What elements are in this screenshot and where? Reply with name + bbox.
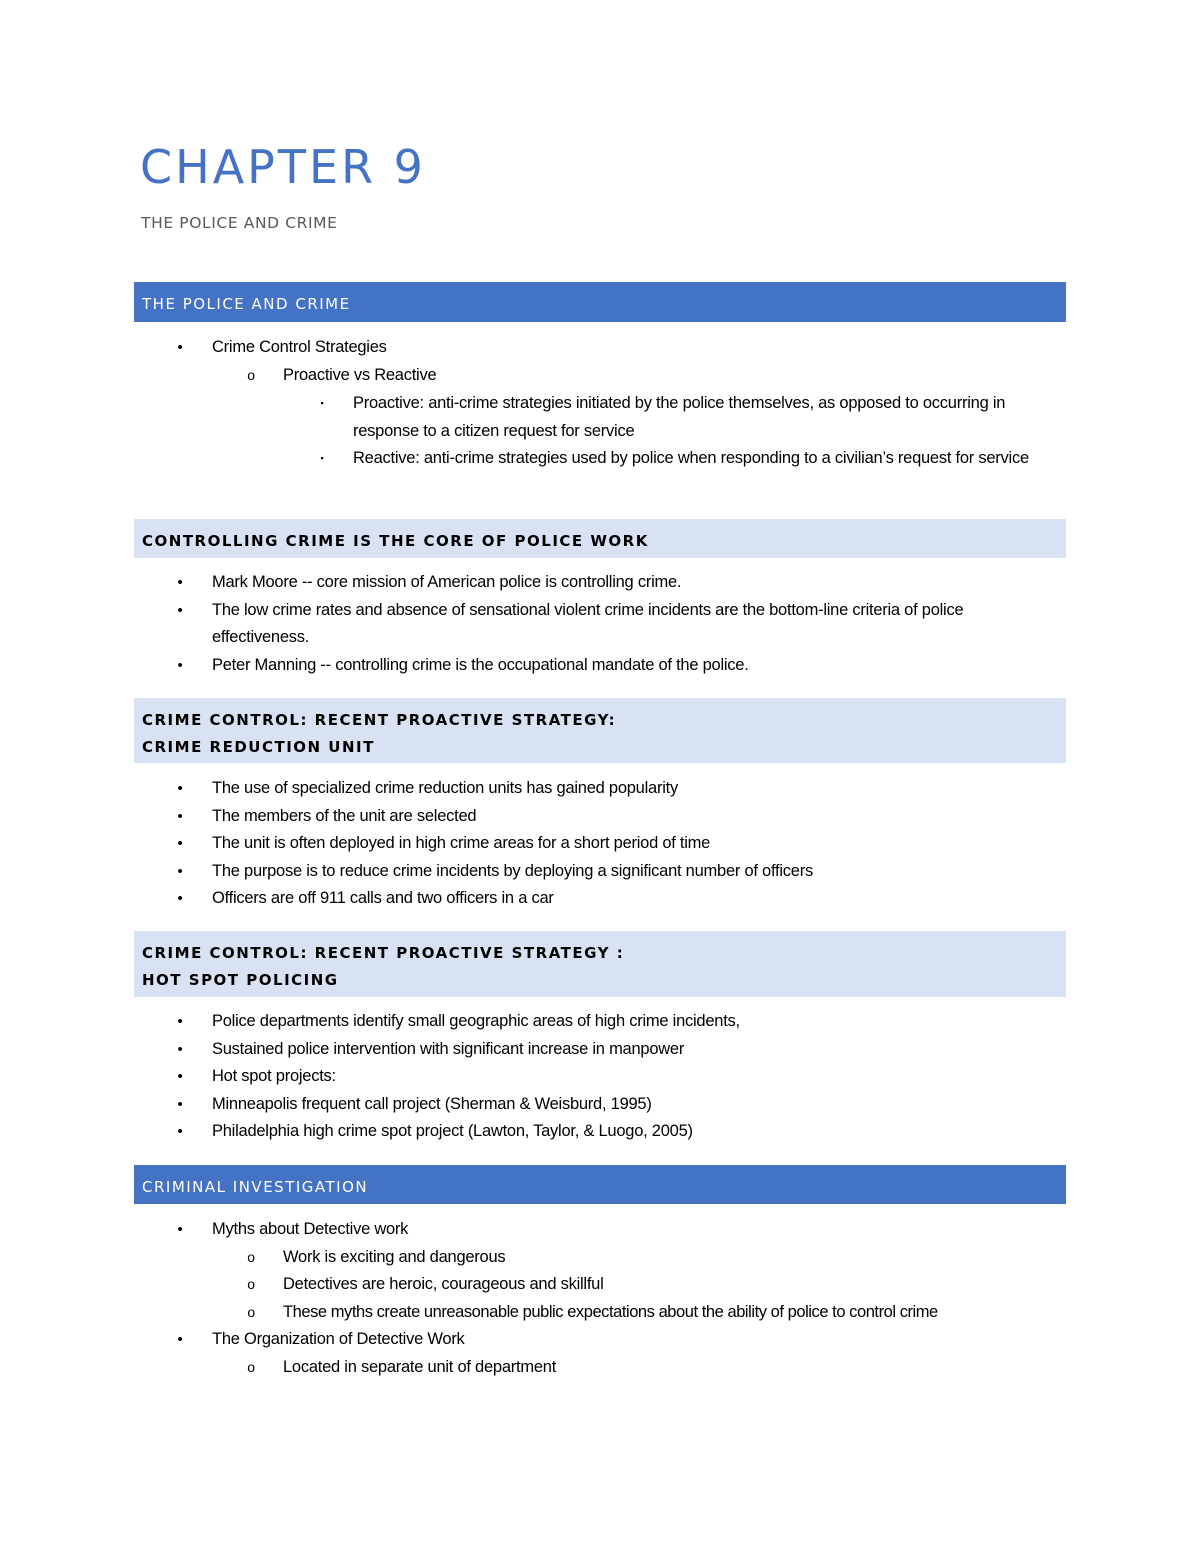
section-heading bbox=[134, 1165, 1066, 1204]
heading-line: THE POLICE AND CRIME bbox=[142, 295, 351, 313]
heading-line: CRIMINAL INVESTIGATION bbox=[142, 1178, 369, 1196]
bullet-dot-icon: • bbox=[177, 339, 183, 356]
list-item: • Mark Moore -- core mission of American police is controlling crime. bbox=[134, 569, 1066, 597]
list-item: ▪ Reactive: anti-crime strategies used by police when responding to a civilian’s request for service bbox=[134, 445, 1066, 473]
section-heading bbox=[134, 931, 1066, 997]
section-criminal-investigation bbox=[134, 1165, 1066, 1382]
section-hot-spot-policing bbox=[134, 931, 1066, 1146]
bullet-dot-icon: • bbox=[177, 1331, 183, 1349]
bullet-dot-icon: • bbox=[177, 780, 183, 797]
list-item: o Detectives are heroic, courageous and skillful bbox=[134, 1271, 1066, 1299]
list-item: • The low crime rates and absence of sensational violent crime incidents are the bottom-line criteria of police effectiveness. bbox=[134, 597, 1066, 652]
heading-line: HOT SPOT POLICING bbox=[142, 971, 339, 989]
bullet-dot-icon: • bbox=[177, 1013, 183, 1030]
bullet-dot-icon: • bbox=[177, 1040, 183, 1058]
list-item: o Work is exciting and dangerous bbox=[134, 1244, 1066, 1272]
section-heading bbox=[134, 519, 1066, 558]
list-item: • Officers are off 911 calls and two officers in a car bbox=[134, 885, 1066, 913]
bullet-circle-icon: o bbox=[247, 366, 255, 383]
section-controlling-crime bbox=[134, 519, 1066, 679]
bullet-list bbox=[134, 1008, 1066, 1146]
bullet-circle-icon: o bbox=[247, 1358, 255, 1375]
bullet-dot-icon: • bbox=[177, 656, 183, 674]
heading-line: CRIME CONTROL: RECENT PROACTIVE STRATEGY: bbox=[142, 711, 617, 729]
list-item: • The purpose is to reduce crime incidents by deploying a significant number of officers bbox=[134, 858, 1066, 886]
bullet-circle-icon: o bbox=[247, 1276, 255, 1293]
list-item: • The use of specialized crime reduction units has gained popularity bbox=[134, 775, 1066, 803]
list-item: • The unit is often deployed in high crime areas for a short period of time bbox=[134, 830, 1066, 858]
section-heading bbox=[134, 698, 1066, 763]
list-item: • Myths about Detective work bbox=[134, 1216, 1066, 1244]
bullet-dot-icon: • bbox=[177, 574, 183, 591]
bullet-dot-icon: • bbox=[177, 835, 183, 853]
list-item: • The members of the unit are selected bbox=[134, 803, 1066, 831]
section-police-and-crime bbox=[134, 282, 1066, 473]
bullet-square-icon: ▪ bbox=[320, 453, 324, 464]
section-crime-reduction-unit bbox=[134, 698, 1066, 913]
bullet-list bbox=[134, 334, 1066, 473]
list-item: • Peter Manning -- controlling crime is the occupational mandate of the police. bbox=[134, 652, 1066, 680]
bullet-dot-icon: • bbox=[177, 601, 183, 619]
bullet-circle-icon: o bbox=[247, 1303, 255, 1320]
bullet-dot-icon: • bbox=[177, 807, 183, 825]
bullet-dot-icon: • bbox=[177, 890, 183, 908]
list-item: • The Organization of Detective Work bbox=[134, 1326, 1066, 1354]
list-item: • Minneapolis frequent call project (Sherman & Weisburd, 1995) bbox=[134, 1091, 1066, 1119]
list-item: • Crime Control Strategies bbox=[134, 334, 1066, 362]
heading-line: CRIME REDUCTION UNIT bbox=[142, 738, 375, 756]
bullet-dot-icon: • bbox=[177, 1068, 183, 1086]
list-item: • Police departments identify small geographic areas of high crime incidents, bbox=[134, 1008, 1066, 1036]
bullet-list bbox=[134, 775, 1066, 913]
list-item: • Hot spot projects: bbox=[134, 1063, 1066, 1091]
bullet-dot-icon: • bbox=[177, 1095, 183, 1113]
list-item: ▪ Proactive: anti-crime strategies initiated by the police themselves, as opposed to occurring in response to a citizen request for service bbox=[134, 390, 1066, 445]
bullet-dot-icon: • bbox=[177, 862, 183, 880]
bullet-circle-icon: o bbox=[247, 1248, 255, 1265]
document-title: CHAPTER 9 bbox=[140, 140, 426, 194]
list-item: o These myths create unreasonable public expectations about the ability of police to control crime bbox=[134, 1299, 1066, 1327]
bullet-dot-icon: • bbox=[177, 1123, 183, 1141]
bullet-dot-icon: • bbox=[177, 1221, 183, 1238]
list-item: • Sustained police intervention with significant increase in manpower bbox=[134, 1036, 1066, 1064]
section-heading bbox=[134, 282, 1066, 322]
bullet-list bbox=[134, 1216, 1066, 1382]
heading-line: CRIME CONTROL: RECENT PROACTIVE STRATEGY : bbox=[142, 944, 625, 962]
bullet-square-icon: ▪ bbox=[320, 398, 324, 409]
list-item: • Philadelphia high crime spot project (Lawton, Taylor, & Luogo, 2005) bbox=[134, 1118, 1066, 1146]
list-item: o Proactive vs Reactive bbox=[134, 362, 1066, 390]
document-subtitle: THE POLICE AND CRIME bbox=[141, 214, 338, 232]
heading-line: CONTROLLING CRIME IS THE CORE OF POLICE WORK bbox=[142, 532, 649, 550]
list-item: o Located in separate unit of department bbox=[134, 1354, 1066, 1382]
bullet-list bbox=[134, 569, 1066, 679]
